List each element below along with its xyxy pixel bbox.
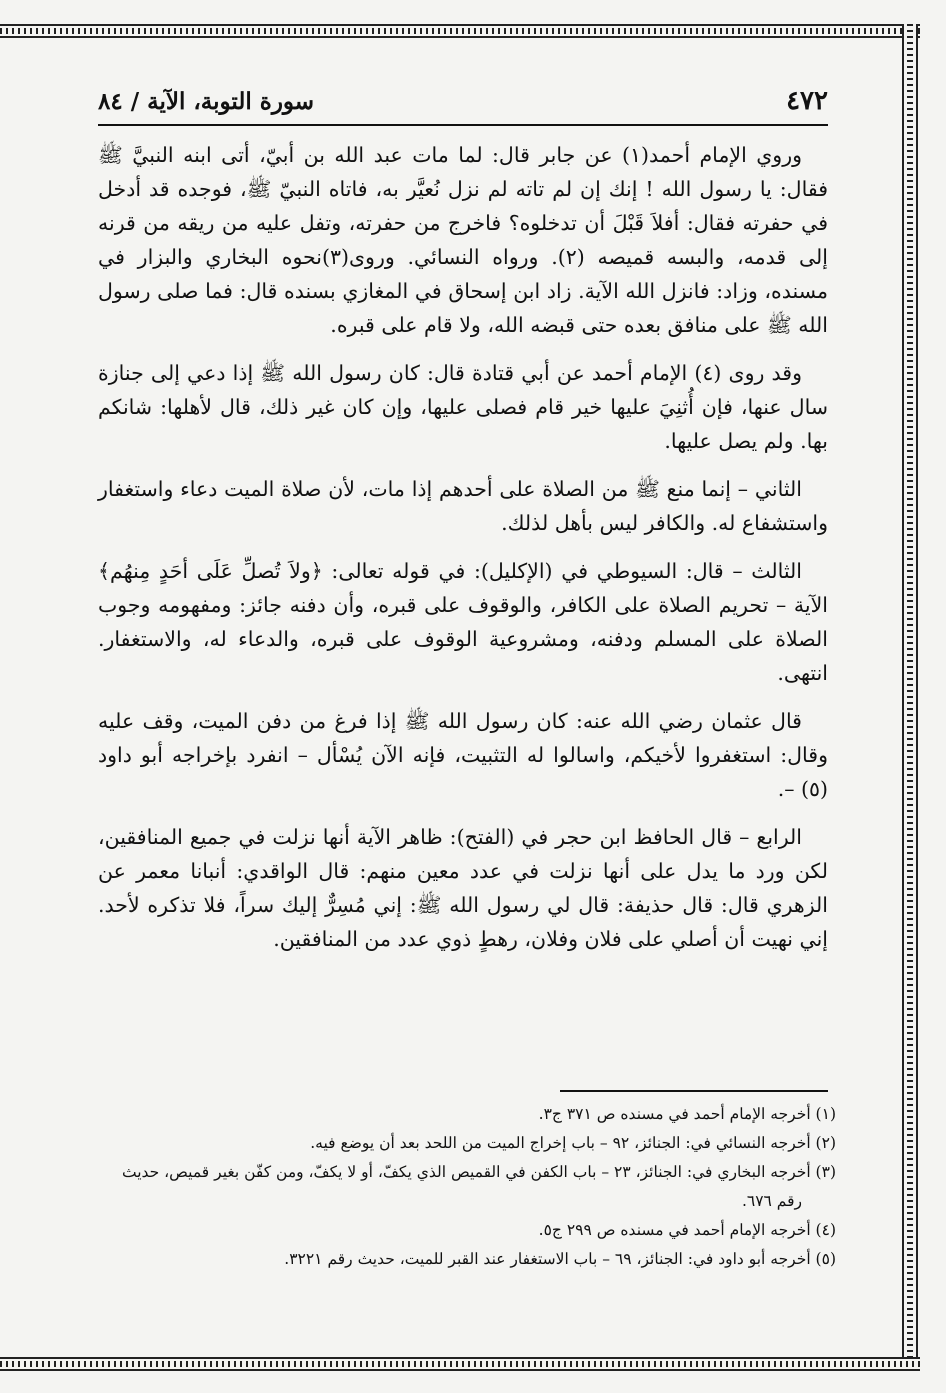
- ornamental-border-top: [0, 24, 920, 38]
- paragraph-6: الرابع – قال الحافظ ابن حجر في (الفتح): ظاهر الآية أنها نزلت في جميع المنافقين، لكن ورد ما يدل على أنها نزلت في عدد معين منهم: قال الواقدي: أنبانا معمر عن الزهري قال: قال حذيفة: قال لي رسول الله ﷺ: إني مُسِرٌّ إليك سراً، فلا تذكره لأحد. إني نهيت أن أصلي على فلان وفلان، رهطٍ ذوي عدد من المنافقين.: [98, 825, 828, 951]
- paragraph-2: وقد روى (٤) الإمام أحمد عن أبي قتادة قال: كان رسول الله ﷺ إذا دعي إلى جنازة سال عنها، فإن أُثنِيَ عليها خير قام فصلى عليها، وإن كان غير ذلك، قال لأهلها: شانكم بها. ولم يصل عليها.: [98, 361, 828, 453]
- footnote-separator: [560, 1090, 828, 1092]
- header-rule: [98, 124, 828, 126]
- main-text: [98, 138, 828, 970]
- paragraph-3: الثاني – إنما منع ﷺ من الصلاة على أحدهم إذا مات، لأن صلاة الميت دعاء واستغفار واستشفاع له. والكافر ليس بأهل لذلك.: [98, 477, 828, 535]
- paragraph-5: قال عثمان رضي الله عنه: كان رسول الله ﷺ إذا فرغ من دفن الميت، وقف عليه وقال: استغفروا لأخيكم، واسالوا له التثبيت، فإنه الآن يُسْأل – انفرد بإخراجه أبو داود (٥) –.: [98, 709, 828, 801]
- running-title: سورة التوبة، الآية / ٨٤: [98, 88, 315, 115]
- footnote-4: (٤) أخرجه الإمام أحمد في مسنده ص ٢٩٩ ج٥.: [538, 1221, 836, 1239]
- ornamental-border-bottom: [0, 1357, 920, 1371]
- paragraph-1: وروي الإمام أحمد(١) عن جابر قال: لما مات عبد الله بن أبيّ، أتى ابنه النبيَّ ﷺ فقال: يا رسول الله ! إنك إن لم تاته لم نزل نُعيَّر به، فاتاه النبيّ ﷺ، فوجده قد أدخل في حفرته فقال: أفلاَ قَبْلَ أن تدخلوه؟ فاخرج من حفرته، وتفل عليه من ريقه من قرنه إلى قدمه، والبسه قميصه (٢). ورواه النسائي. وروى(٣)نحوه البخاري والبزار في مسنده، وزاد: فانزل الله الآية. زاد ابن إسحاق في المغازي بسنده قال: فما صلى رسول الله ﷺ على منافق بعده حتى قبضه الله، ولا قام على قبره.: [98, 143, 828, 337]
- footnote-3: (٣) أخرجه البخاري في: الجنائز، ٢٣ – باب الكفن في القميص الذي يكفّ، أو لا يكفّ، ومن كفّن بغير قميص، حديث رقم ٦٧٦.: [122, 1163, 836, 1210]
- paragraph-4: الثالث – قال: السيوطي في (الإكليل): في قوله تعالى: ﴿ولاَ تُصلِّ عَلَى أحَدٍ مِنهُم﴾ الآية – تحريم الصلاة على الكافر، والوقوف على قبره، وأن دفنه جائز: ومفهومه وجوب الصلاة على المسلم ودفنه، ومشروعية الوقوف على قبره، والدعاء له، والاستغفار. انتهى.: [98, 559, 828, 685]
- footnotes: [98, 1100, 836, 1274]
- footnote-1: (١) أخرجه الإمام أحمد في مسنده ص ٣٧١ ج٣.: [538, 1105, 836, 1123]
- footnote-2: (٢) أخرجه النسائي في: الجنائز، ٩٢ – باب إخراج الميت من اللحد بعد أن يوضع فيه.: [310, 1134, 836, 1152]
- page-header: [98, 80, 828, 120]
- page-number: ٤٧٢: [786, 86, 828, 116]
- ornamental-border-right: [902, 24, 918, 1371]
- footnote-5: (٥) أخرجه أبو داود في: الجنائز، ٦٩ – باب الاستغفار عند القبر للميت، حديث رقم ٣٢٢١.: [284, 1250, 836, 1268]
